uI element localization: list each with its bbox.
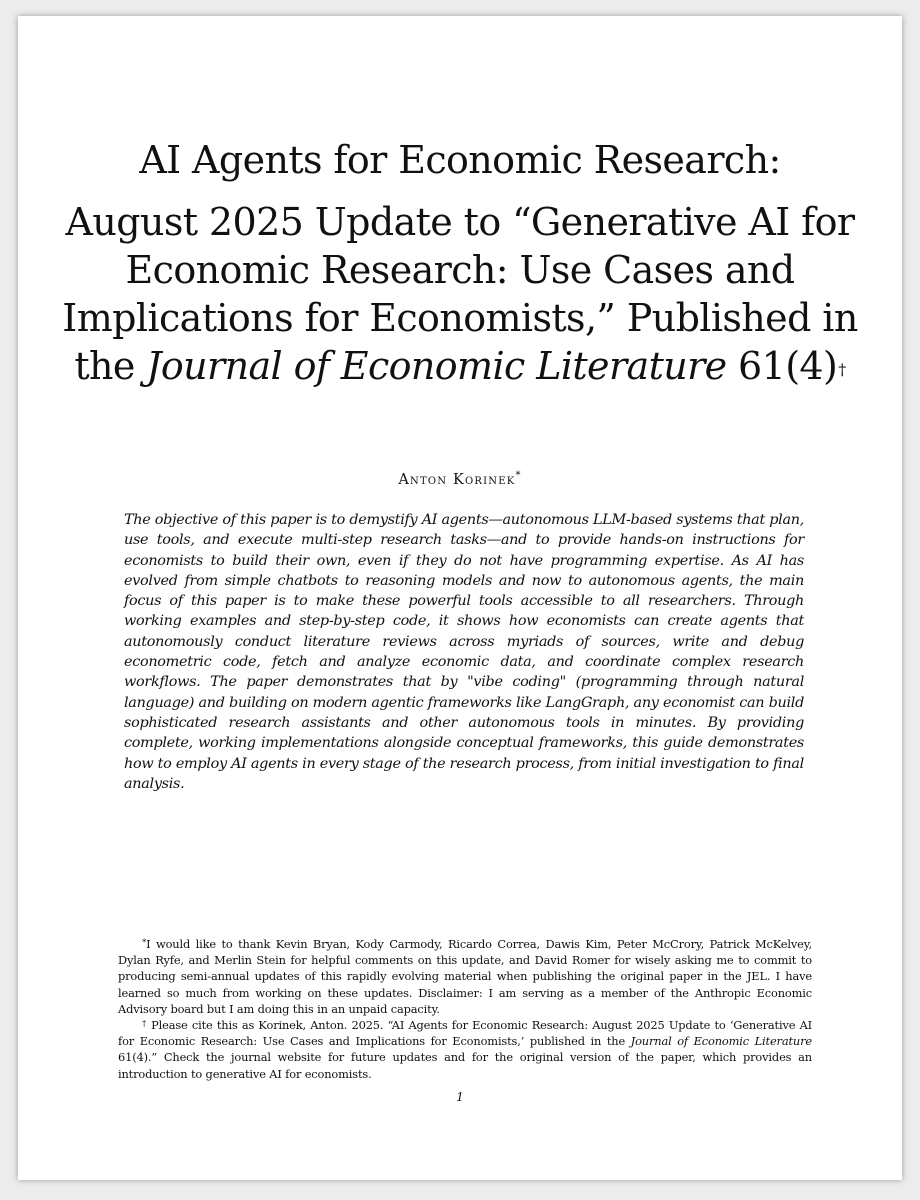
- author-footnote-mark: *: [515, 470, 522, 481]
- page-number: 1: [456, 1090, 464, 1104]
- footnote-2-journal: Journal of Economic Literature: [630, 1034, 812, 1049]
- footnotes: [118, 936, 812, 1082]
- footnote-1: [118, 936, 812, 1017]
- author-name: Anton Korinek: [398, 472, 516, 488]
- paper-page: [18, 16, 902, 1180]
- title-volume: 61(4): [726, 344, 838, 388]
- footnote-2-mark: †: [142, 1019, 147, 1030]
- abstract: The objective of this paper is to demystify AI agents—autonomous LLM-based systems that plan, use tools, and execute multi-step research tasks—and to provide hands-on instructions for economists to build their own, even if they do not have programming expertise. As AI has evolved from simple chatbots to reasoning models and now to autonomous agents, the main focus of this paper is to make these powerful tools accessible to all researchers. Through working examples and step-by-step code, it shows how economists can create agents that autonomously conduct literature reviews across myriads of sources, write and debug econometric code, fetch and analyze economic data, and coordinate complex research workflows. The paper demonstrates that by "vibe coding" (programming through natural language) and building on modern agentic frameworks like LangGraph, any economist can build sophisticated research assistants and other autonomous tools in minutes. By providing complete, working implementations alongside conceptual frameworks, this guide demonstrates how to employ AI agents in every stage of the research process, from initial investigation to final analysis.: [124, 512, 804, 792]
- title-text: August 2025 Update to “Generative AI for Economic Research: Use Cases and Implications for Economists,” Published in the: [62, 200, 858, 388]
- title-journal: Journal of Economic Literature: [146, 344, 727, 388]
- author-line: [18, 472, 902, 488]
- title-line-1: AI Agents for Economic Research:: [139, 138, 781, 182]
- footnote-2: [118, 1017, 812, 1082]
- paper-title: [58, 136, 862, 390]
- footnote-1-text: I would like to thank Kevin Bryan, Kody Carmody, Ricardo Correa, Dawis Kim, Peter McCrory, Patrick McKelvey, Dylan Ryfe, and Merlin Stein for helpful comments on this update, and David Romer for wisely asking me to commit to producing semi-annual updates of this rapidly evolving material when publishing the original paper in the JEL. I have learned so much from working on these updates. Disclaimer: I am serving as a member of the Anthropic Economic Advisory board but I am doing this in an unpaid capacity.: [118, 937, 812, 1016]
- footnote-1-mark: *: [142, 938, 147, 948]
- title-line-2: [58, 198, 862, 390]
- footnote-2-text-end: 61(4).” Check the journal website for future updates and for the original version of the paper, which provides an introduction to generative AI for economists.: [118, 1050, 812, 1081]
- title-dagger-mark: †: [838, 360, 846, 379]
- footnote-2-text: Please cite this as Korinek, Anton. 2025. “AI Agents for Economic Research: August 2025 Update to ‘Generative AI for Economic Research: Use Cases and Implications for Economists,’ published in the: [118, 1018, 812, 1049]
